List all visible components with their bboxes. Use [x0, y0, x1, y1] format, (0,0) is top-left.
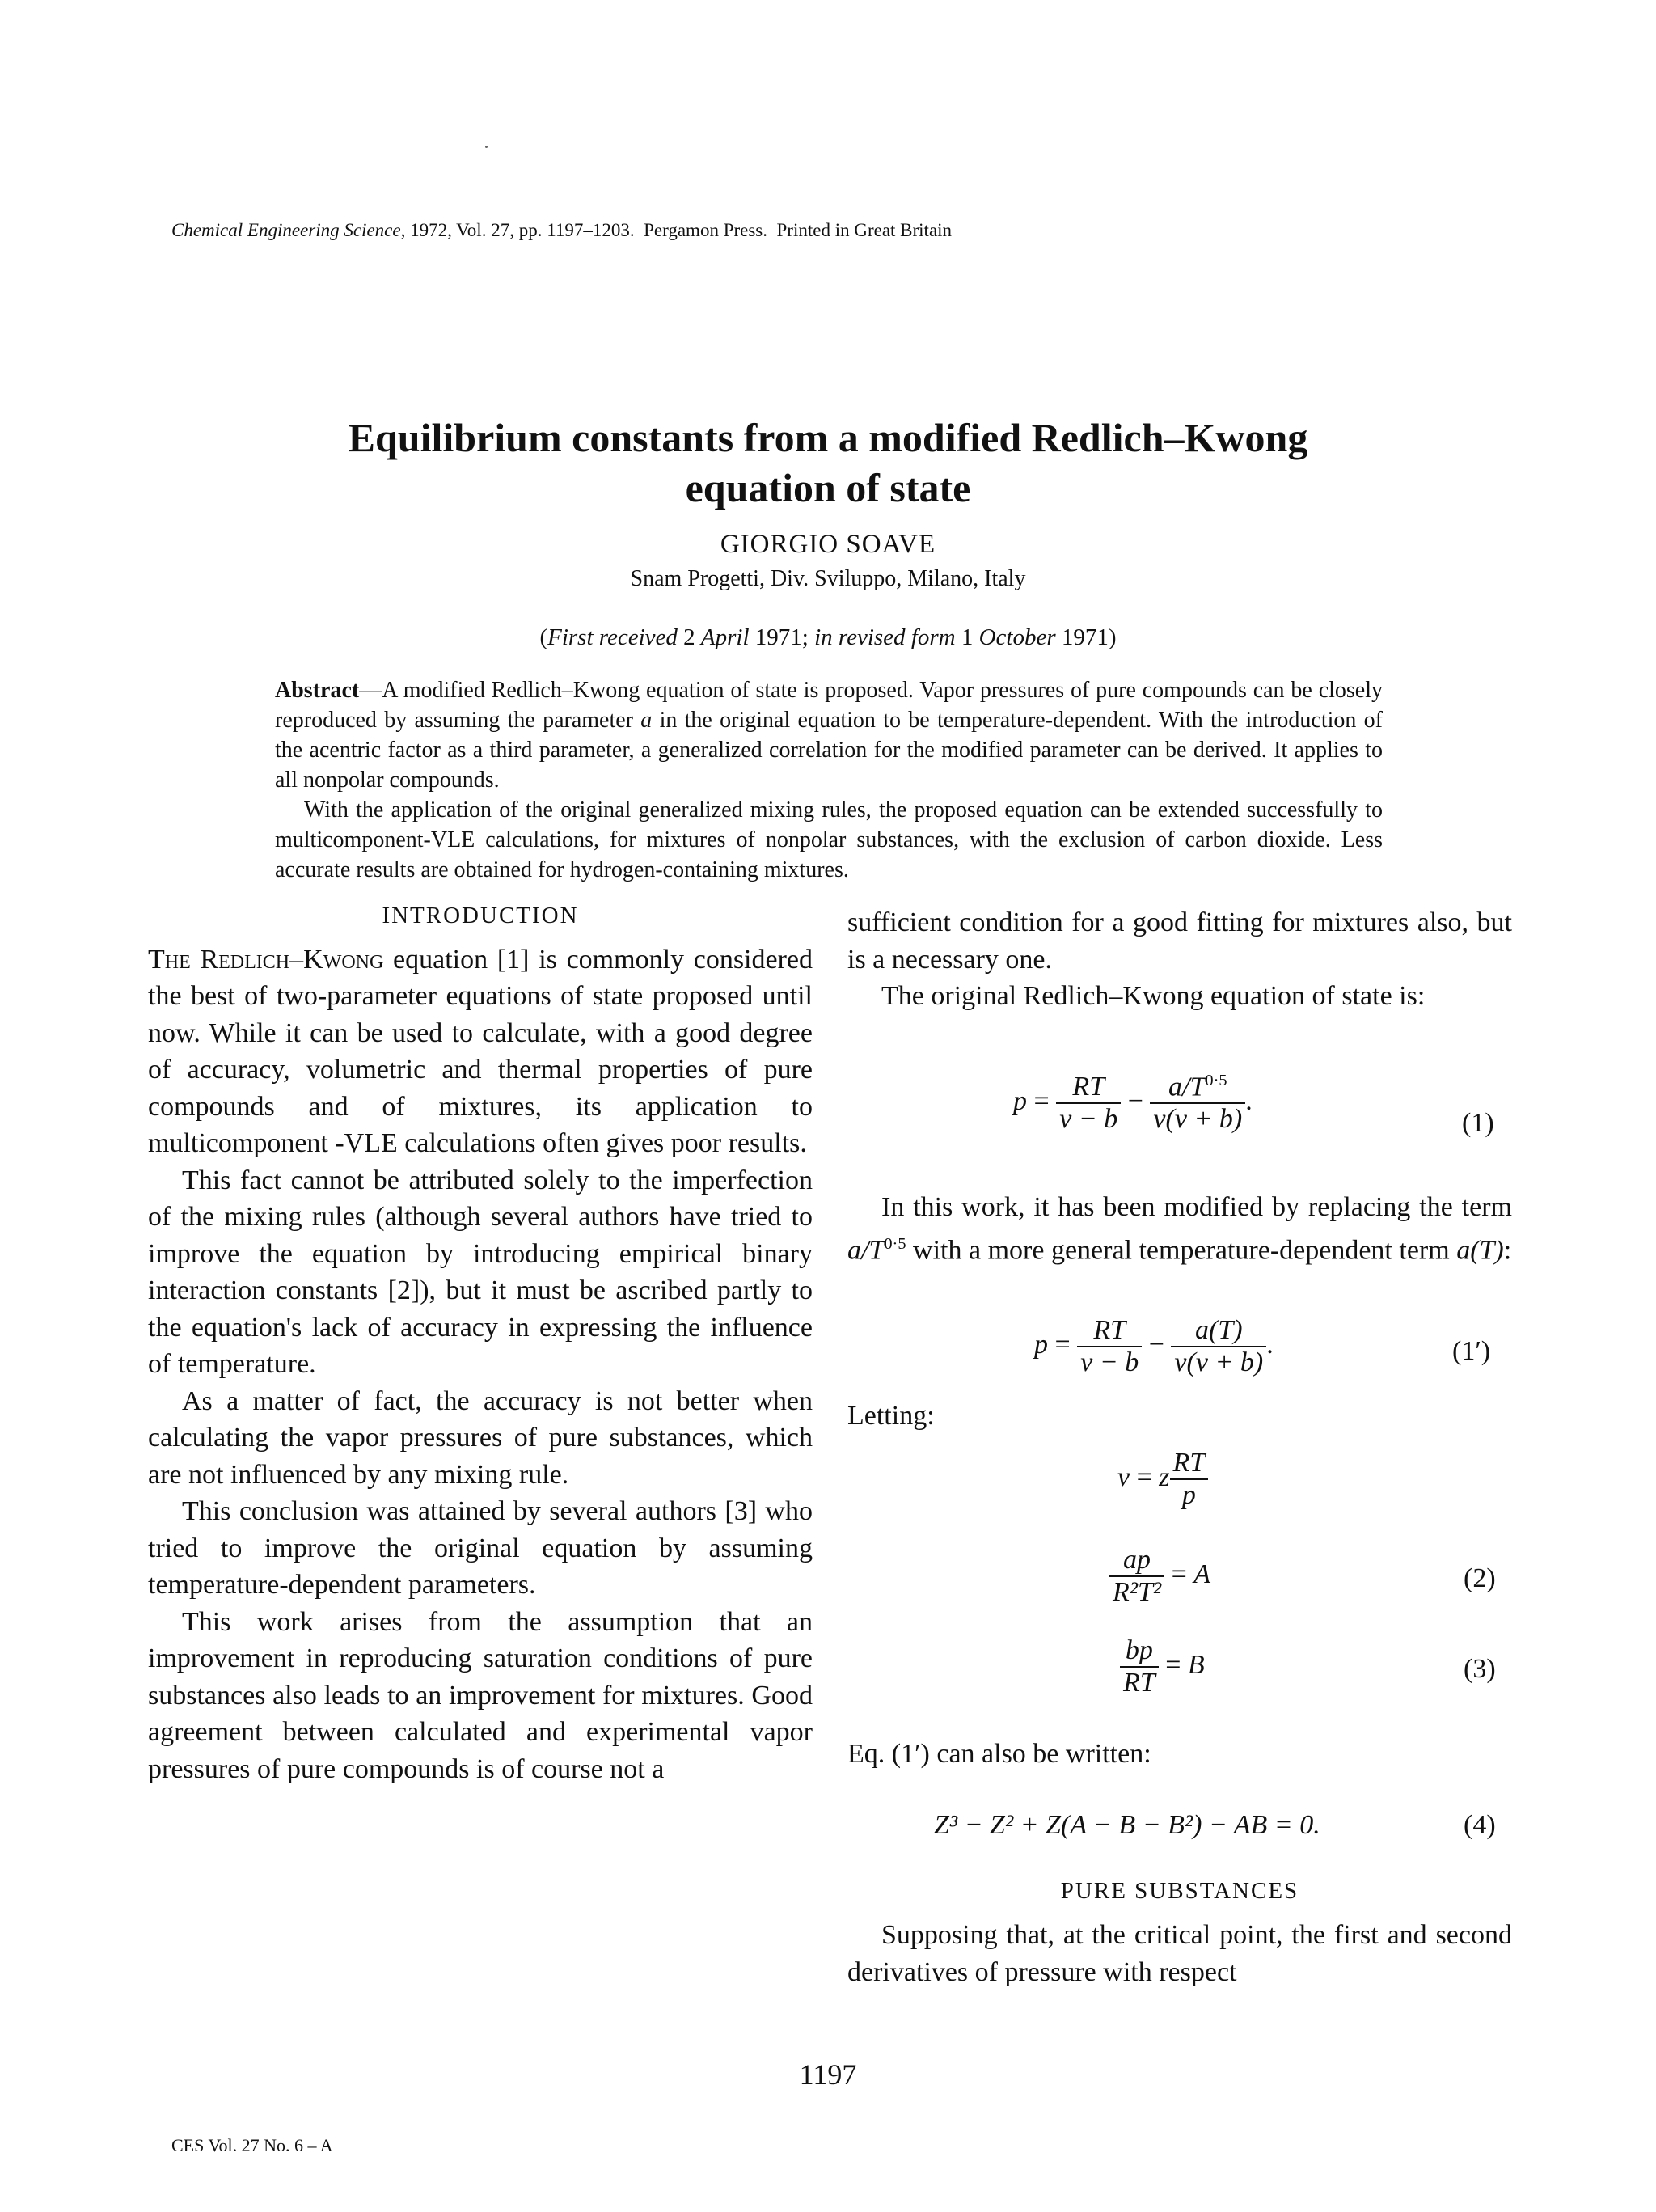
equation-2: $\frac{ap}{\text{R²T²}}$ = A [1109, 1545, 1210, 1608]
equation-v: v = z $\frac{RT}{p}$ [1117, 1448, 1208, 1511]
intro-paragraph-4: This conclusion was attained by several authors [3] who tried to improve the original equation by assuming temperature-dependent parameters. [148, 1496, 813, 1600]
equation-4: Z³ − Z² + Z(A − B − B²) − AB = 0. [934, 1810, 1320, 1840]
equation-1-prime: p = $\frac{RT}{v - b}$ − $\frac{a(T)}{v(v + b)}$ . [1034, 1315, 1274, 1377]
right-paragraph-3: In this work, it has been modified by replacing the term $a/T^{0\cdot 5}$ with a more general temperature-dependent term a(T): [847, 1192, 1512, 1265]
right-column [847, 904, 1512, 1015]
pure-substances-heading: PURE SUBSTANCES [1060, 1878, 1299, 1904]
journal-name: Chemical Engineering Science [171, 220, 401, 240]
intro-paragraph-2: This fact cannot be attributed solely to the imperfection of the mixing rules (although several authors have tried to improve the equation by introducing empirical binary interaction constants [2]), but it must be ascribed partly to the equation's lack of accuracy in expressing the influence of temperature. [148, 1165, 813, 1379]
introduction-heading: INTRODUCTION [382, 903, 579, 928]
right-paragraph-1: sufficient condition for a good fitting for mixtures also, but is a necessary one. [847, 907, 1512, 975]
publisher: Pergamon Press. [644, 220, 768, 240]
title-line-2: equation of state [685, 465, 971, 510]
right-paragraph-2: The original Redlich–Kwong equation of state is: [881, 981, 1426, 1011]
intro-paragraph-5: This work arises from the assumption that an improvement in reproducing saturation conditions of pure substances also leads to an improvement for mixtures. Good agreement between calculated and experimental vapor pressures of pure compounds is of course not a [148, 1606, 813, 1784]
intro-paragraph-3: As a matter of fact, the accuracy is not better when calculating the vapor pressures of pure substances, which are not influenced by any mixing rule. [148, 1385, 813, 1490]
footer-issue: CES Vol. 27 No. 6 – A [171, 2135, 333, 2155]
letting-label: Letting: [847, 1401, 935, 1431]
equation-1-number: (1) [1462, 1108, 1494, 1138]
abstract [275, 675, 1383, 885]
right-paragraph-4: Supposing that, at the critical point, the first and second derivatives of pressure with respect [847, 1920, 1512, 1987]
abstract-paragraph-1: Abstract—A modified Redlich–Kwong equation of state is proposed. Vapor pressures of pure compounds can be closely reproduced by assuming the parameter a in the original equation to be temperature-dependent. With the introduction of the acentric factor as a third parameter, a generalized correlation for the modified parameter can be derived. It applies to all nonpolar compounds. [275, 678, 1383, 793]
scan-speck [485, 146, 488, 148]
eq-written-label: Eq. (1′) can also be written: [847, 1739, 1151, 1769]
author-name: GIORGIO SOAVE [720, 530, 936, 559]
equation-2-number: (2) [1464, 1563, 1496, 1593]
left-column [148, 898, 813, 1787]
article-title [0, 412, 1656, 513]
intro-paragraph-1: The Redlich–Kwong equation [1] is commonly considered the best of two-parameter equations of state proposed until now. While it can be used to calculate, with a good degree of accuracy, volumetric and thermal properties of pure compounds and of mixtures, its application to multicomponent -VLE calculations often gives poor results. [148, 944, 813, 1158]
abstract-paragraph-2: With the application of the original generalized mixing rules, the proposed equation can be extended successfully to multicomponent-VLE calculations, for mixtures of nonpolar substances, with the exclusion of carbon dioxide. Less accurate results are obtained for hydrogen-containing mixtures. [275, 797, 1383, 882]
equation-1: p = $\frac{RT}{v - b}$ − $\frac{a/T^{0\cdot 5}}{v(v + b)}$ . [1013, 1072, 1253, 1135]
running-header [171, 220, 952, 241]
printed-in: Printed in Great Britain [776, 220, 953, 240]
received-dates: (First received 2 April 1971; in revised form 1 October 1971) [539, 624, 1117, 650]
equation-4-number: (4) [1464, 1810, 1496, 1840]
page-number: 1197 [799, 2058, 857, 2091]
citation: , 1972, Vol. 27, pp. 1197–1203. [400, 220, 635, 240]
equation-3-number: (3) [1464, 1654, 1496, 1684]
title-line-1: Equilibrium constants from a modified Redlich–Kwong [348, 415, 1308, 460]
equation-3: $\frac{bp}{RT}$ = B [1120, 1635, 1205, 1698]
author-affiliation: Snam Progetti, Div. Sviluppo, Milano, Italy [630, 566, 1026, 591]
abstract-label: Abstract [275, 678, 360, 703]
equation-1-prime-number: (1′) [1452, 1336, 1491, 1366]
